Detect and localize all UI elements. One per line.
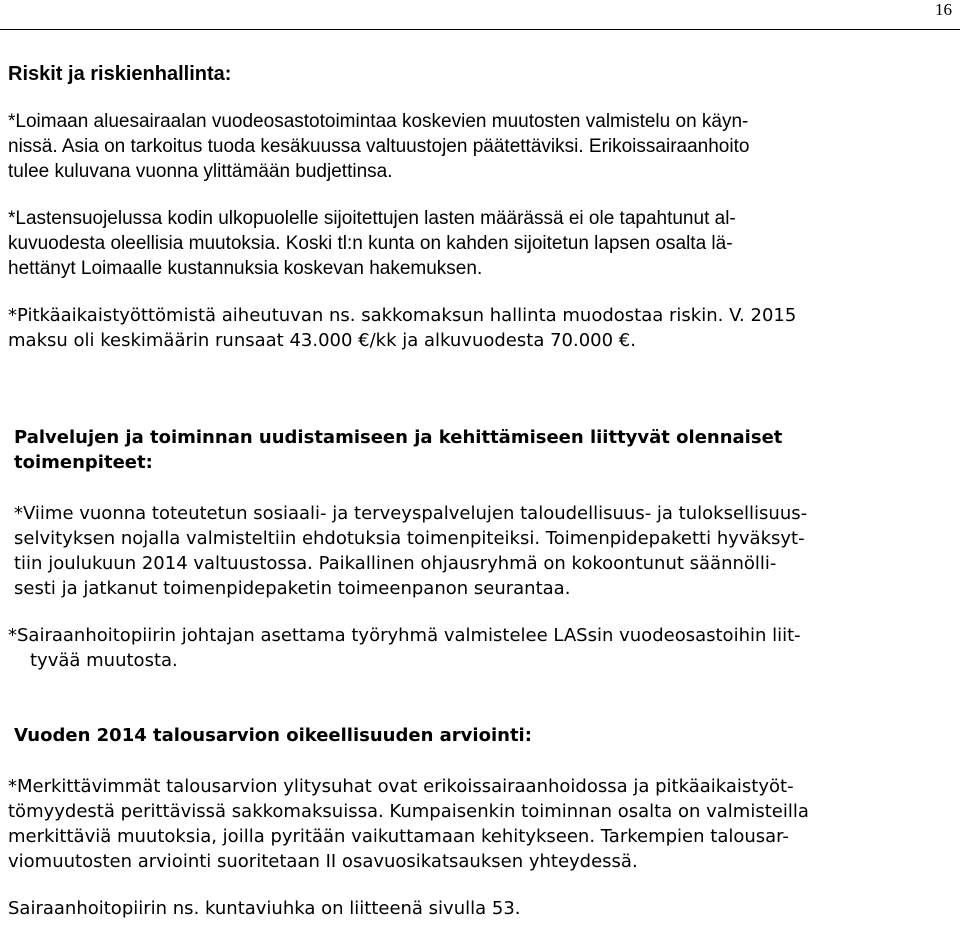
text-line: sesti ja jatkanut toimenpidepaketin toimeenpanon seurantaa. [14,578,571,599]
page-number: 16 [935,0,952,19]
section-heading-risks: Riskit ja riskienhallinta: [8,63,232,85]
text-line: tiin joulukuun 2014 valtuustossa. Paikallinen ohjausryhmä on kokoontunut säännölli- [14,553,777,574]
text-line: nissä. Asia on tarkoitus tuoda kesäkuussa valtuustojen päätettäviksi. Erikoissairaanhoito [8,136,750,157]
text-line: tömyydestä perittävissä sakkomaksuissa. Kumpaisenkin toiminnan osalta on valmisteilla [8,801,809,822]
text-line: tyvää muutosta. [30,650,178,671]
paragraph-unemployment-fee [0,303,948,353]
paragraph-working-group [0,623,948,673]
text-line: kuvuodesta oleellisia muutoksia. Koski tl:n kunta on kahden sijoitetun lapsen osalta lä- [8,233,733,254]
text-line: selvityksen nojalla valmisteltiin ehdotuksia toimenpiteiksi. Toimenpidepaketti hyväksyt- [14,528,805,549]
heading-line: toimenpiteet: [14,452,153,473]
text-line: *Sairaanhoitopiirin johtajan asettama työryhmä valmistelee LASsin vuodeosastoihin liit- [8,625,801,646]
heading-line: Palvelujen ja toiminnan uudistamiseen ja kehittämiseen liittyvät olennaiset [14,427,783,448]
header-rule [0,29,960,30]
text-line: *Merkittävimmät talousarvion ylitysuhat ovat erikoissairaanhoidossa ja pitkäaikaistyöt- [8,776,794,797]
section-heading-budget-assessment: Vuoden 2014 talousarvion oikeellisuuden arviointi: [14,725,532,746]
paragraph-efficiency-study [0,501,948,601]
text-line: *Viime vuonna toteutetun sosiaali- ja terveyspalvelujen taloudellisuus- ja tuloksellisuus- [14,503,808,524]
section-heading-development [0,425,948,475]
paragraph-child-protection [0,206,948,281]
text-line: maksu oli keskimäärin runsaat 43.000 €/kk ja alkuvuodesta 70.000 €. [8,330,636,351]
text-line: *Loimaan aluesairaalan vuodeosastotoimintaa koskevien muutosten valmistelu on käyn- [8,111,749,132]
text-line: viomuutosten arviointi suoritetaan II osavuosikatsauksen yhteydessä. [8,851,638,872]
text-line: merkittäviä muutoksia, joilla pyritään vaikuttamaan kehitykseen. Tarkempien talousar- [8,826,789,847]
paragraph-budget-overrun [0,774,948,874]
text-line: hettänyt Loimaalle kustannuksia koskevan hakemuksen. [8,258,483,279]
text-line: *Lastensuojelussa kodin ulkopuolelle sijoitettujen lasten määrässä ei ole tapahtunut al- [8,208,736,229]
paragraph-hospital [0,109,948,184]
text-line: *Pitkäaikaistyöttömistä aiheutuvan ns. sakkomaksun hallinta muodostaa riskin. V. 2015 [8,305,797,326]
document-body [0,62,948,921]
text-line: Sairaanhoitopiirin ns. kuntaviuhka on liitteenä sivulla 53. [8,898,521,919]
paragraph-appendix-reference [0,896,948,921]
text-line: tulee kuluvana vuonna ylittämään budjettinsa. [8,161,393,182]
